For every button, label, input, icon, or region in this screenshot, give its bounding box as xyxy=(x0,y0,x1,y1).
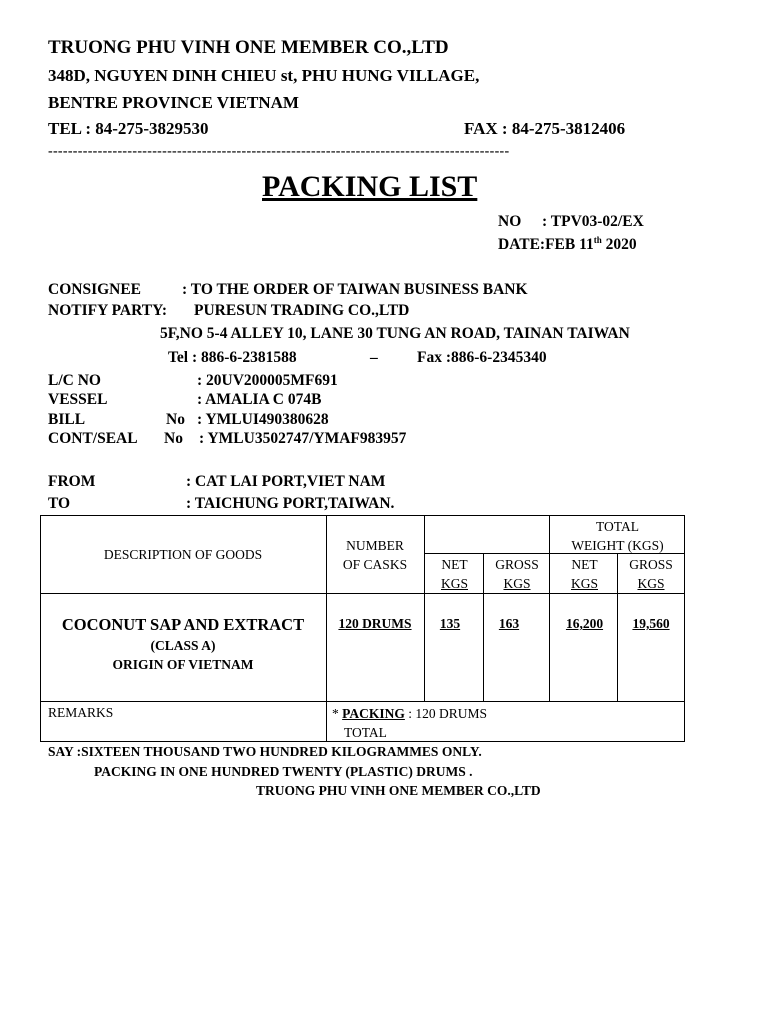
gross-value: 163 xyxy=(498,616,520,631)
header-unit-weight-cell xyxy=(425,516,550,554)
to-label: TO xyxy=(48,495,71,512)
cont-seal-value: : YMLU3502747/YMAF983957 xyxy=(199,430,407,447)
gross-cell xyxy=(484,594,550,702)
notify-party-separator: – xyxy=(370,349,378,366)
document-no-value: : TPV03-02/EX xyxy=(542,213,644,230)
vessel-label: VESSEL xyxy=(48,391,108,408)
signature-company: TRUONG PHU VINH ONE MEMBER CO.,LTD xyxy=(256,783,541,798)
total-gross-cell xyxy=(618,594,685,702)
document-date-year: 2020 xyxy=(601,236,637,254)
cont-seal-label: CONT/SEAL xyxy=(48,430,138,447)
bill-no-label: No xyxy=(166,411,185,428)
consignee-value: : TO THE ORDER OF TAIWAN BUSINESS BANK xyxy=(182,281,528,298)
header-total-net-unit: KGS xyxy=(570,576,598,591)
document-no-label: NO xyxy=(498,213,522,230)
notify-party-label: NOTIFY PARTY: xyxy=(48,302,168,319)
notify-party-value: PURESUN TRADING CO.,LTD xyxy=(194,302,410,319)
lc-no-value: : 20UV200005MF691 xyxy=(197,372,338,389)
total-net-cell xyxy=(550,594,618,702)
packing-line xyxy=(332,704,487,723)
page-title: PACKING LIST xyxy=(262,170,478,203)
total-label: TOTAL xyxy=(344,725,387,740)
packing-label: PACKING xyxy=(342,706,405,721)
bill-value: : YMLUI490380628 xyxy=(197,411,329,428)
document-date-prefix: DATE:FEB 11 xyxy=(498,236,594,254)
document-date-suffix: th xyxy=(593,235,602,245)
packing-description: PACKING IN ONE HUNDRED TWENTY (PLASTIC) DRUMS . xyxy=(94,764,473,779)
company-address-line-1: 348D, NGUYEN DINH CHIEU st, PHU HUNG VILLAGE, xyxy=(48,66,480,85)
lc-no-label: L/C NO xyxy=(48,372,101,389)
net-value: 135 xyxy=(439,616,461,631)
packing-value: : 120 DRUMS xyxy=(404,706,488,721)
to-value: : TAICHUNG PORT,TAIWAN. xyxy=(186,495,395,512)
packing-star: * xyxy=(332,706,343,721)
document-date xyxy=(498,235,637,254)
from-value: : CAT LAI PORT,VIET NAM xyxy=(186,473,386,490)
consignee-label: CONSIGNEE xyxy=(48,281,142,298)
header-gross: GROSS xyxy=(495,557,539,572)
goods-name: COCONUT SAP AND EXTRACT xyxy=(61,615,305,634)
header-gross-unit: KGS xyxy=(503,576,531,591)
bill-label: BILL xyxy=(48,411,86,428)
company-address-line-2: BENTRE PROVINCE VIETNAM xyxy=(48,93,299,112)
company-tel: TEL : 84-275-3829530 xyxy=(48,119,209,138)
header-total-gross-unit: KGS xyxy=(637,576,665,591)
net-cell xyxy=(425,594,484,702)
total-gross-value: 19,560 xyxy=(632,616,670,631)
header-total-line-1: TOTAL xyxy=(596,519,639,534)
cont-seal-no-label: No xyxy=(164,430,183,447)
header-total-net: NET xyxy=(571,557,598,572)
notify-party-address: 5F,NO 5-4 ALLEY 10, LANE 30 TUNG AN ROAD, TAINAN TAIWAN xyxy=(160,325,630,342)
company-name: TRUONG PHU VINH ONE MEMBER CO.,LTD xyxy=(48,37,449,58)
total-net-value: 16,200 xyxy=(565,616,604,631)
notify-party-tel: Tel : 886-6-2381588 xyxy=(168,349,297,366)
header-net: NET xyxy=(441,557,468,572)
header-total-line-2: WEIGHT (KGS) xyxy=(571,538,664,553)
notify-party-fax: Fax :886-6-2345340 xyxy=(417,349,547,366)
header-description: DESCRIPTION OF GOODS xyxy=(103,547,263,562)
goods-origin: ORIGIN OF VIETNAM xyxy=(112,657,254,672)
vessel-value: : AMALIA C 074B xyxy=(197,391,322,408)
header-casks-line-1: NUMBER xyxy=(346,538,404,553)
casks-cell xyxy=(327,594,425,702)
company-fax: FAX : 84-275-3812406 xyxy=(464,119,626,138)
header-net-unit: KGS xyxy=(440,576,468,591)
goods-class: (CLASS A) xyxy=(150,638,216,653)
from-label: FROM xyxy=(48,473,96,490)
say-amount: SAY :SIXTEEN THOUSAND TWO HUNDRED KILOGRAMMES ONLY. xyxy=(48,744,482,759)
divider: --------------------------------------------------------------------------------------------- xyxy=(48,144,510,159)
header-casks-line-2: OF CASKS xyxy=(342,557,408,572)
casks-value: 120 DRUMS xyxy=(338,616,412,631)
remarks-label: REMARKS xyxy=(48,705,114,720)
header-total-gross: GROSS xyxy=(629,557,673,572)
